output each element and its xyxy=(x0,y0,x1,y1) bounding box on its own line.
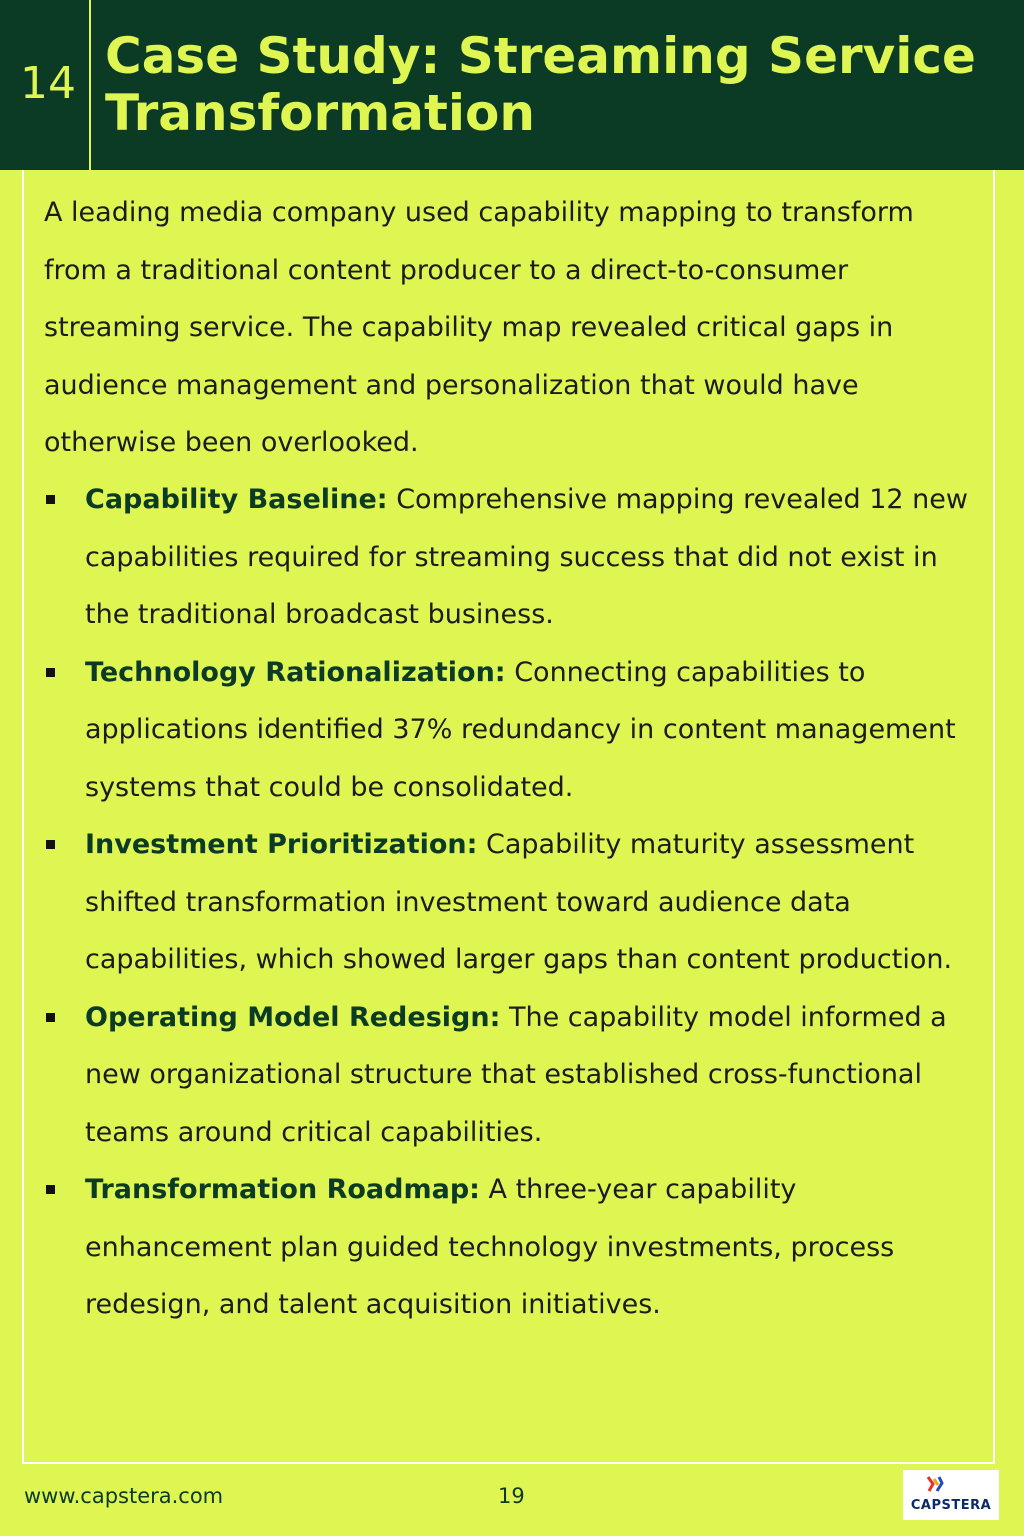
intro-paragraph: A leading media company used capability mapping to transform from a traditional content producer to a direct-to-consumer streaming service. The capability map revealed critical gaps in audience management and personalization that would have otherwise been overlooked. xyxy=(44,197,914,458)
bullet-title: Transformation Roadmap: xyxy=(85,1174,480,1205)
header-divider xyxy=(89,0,91,170)
bullet-text: Capability maturity assessment shifted transformation investment toward audience data capabilities, which showed larger gaps than content production. xyxy=(85,829,953,975)
bullet-list xyxy=(44,471,974,1334)
square-bullet-icon xyxy=(46,1185,55,1194)
list-item xyxy=(44,471,974,644)
logo-text: CAPSTERA xyxy=(910,1498,992,1513)
logo-mark-icon xyxy=(925,1474,945,1494)
page-number: 19 xyxy=(498,1484,525,1508)
bullet-title: Investment Prioritization: xyxy=(85,829,478,860)
square-bullet-icon xyxy=(46,1013,55,1022)
square-bullet-icon xyxy=(46,495,55,504)
capstera-logo xyxy=(903,1470,999,1520)
page-title: Case Study: Streaming Service Transformation xyxy=(105,27,976,142)
square-bullet-icon xyxy=(46,840,55,849)
list-item xyxy=(44,989,974,1162)
page-header xyxy=(0,0,1024,170)
bullet-text: The capability model informed a new organizational structure that established cross-functional teams around critical capabilities. xyxy=(85,1001,947,1148)
list-item xyxy=(44,644,974,817)
bullet-text: Connecting capabilities to applications identified 37% redundancy in content management systems that could be consolidated. xyxy=(85,656,956,803)
bullet-text: A three-year capability enhancement plan guided technology investments, process redesign, and talent acquisition initiatives. xyxy=(85,1174,895,1320)
section-number: 14 xyxy=(20,58,76,109)
square-bullet-icon xyxy=(46,668,55,677)
bullet-text: Comprehensive mapping revealed 12 new capabilities required for streaming success that did not exist in the traditional broadcast business. xyxy=(85,484,968,630)
list-item xyxy=(44,816,974,989)
bullet-title: Capability Baseline: xyxy=(85,484,388,515)
bullet-title: Technology Rationalization: xyxy=(85,656,506,688)
bullet-title: Operating Model Redesign: xyxy=(85,1001,501,1033)
list-item xyxy=(44,1161,974,1334)
footer-website-link[interactable]: www.capstera.com xyxy=(24,1484,224,1508)
